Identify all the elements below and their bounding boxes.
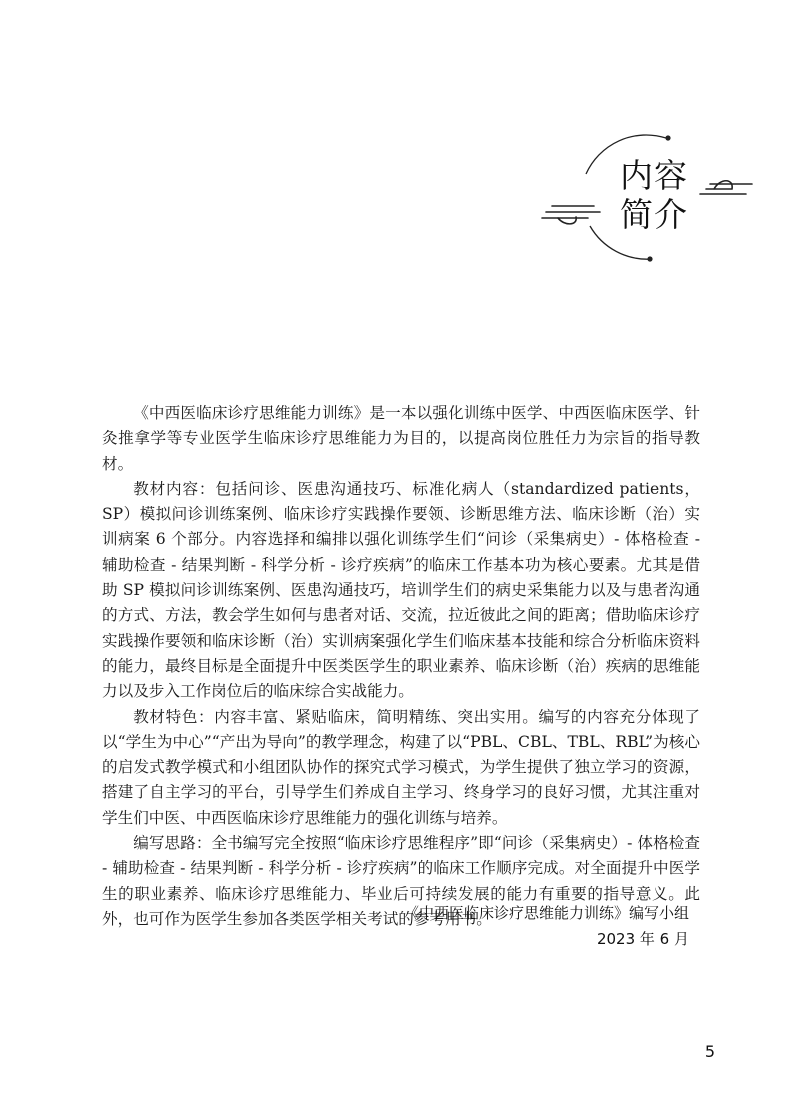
- heading-line-1: 内容: [620, 156, 688, 195]
- right-cloud-wisp: [700, 181, 752, 194]
- left-cloud-wisp: [542, 206, 600, 224]
- signature-org: 《中西医临床诊疗思维能力训练》编写小组: [403, 904, 689, 922]
- paragraph-intro: 《中西医临床诊疗思维能力训练》是一本以强化训练中医学、中西医临床医学、针灸推拿学等专业医学生临床诊疗思维能力为目的，以提高岗位胜任力为宗旨的指导教材。: [102, 404, 700, 473]
- page-number: 5: [704, 1042, 715, 1061]
- paragraph-approach: 编写思路：全书编写完全按照“临床诊疗思维程序”即“问诊（采集病史）- 体格检查 - 辅助检查 - 结果判断 - 科学分析 - 诊疗疾病”的临床工作顺序完成。对全面提升中医学生的职业素养、临床诊疗思维能力、毕业后可持续发展的能力有重要的指导意义。此外，也可作为医学生参加各类医学相关考试的参考用书。: [102, 834, 700, 928]
- paragraph-features: 教材特色：内容丰富、紧贴临床，简明精练、突出实用。编写的内容充分体现了以“学生为中心”“产出为导向”的教学理念，构建了以“PBL、CBL、TBL、RBL”为核心的启发式教学模式和小组团队协作的探究式学习模式，为学生提供了独立学习的资源，搭建了自主学习的平台，引导学生们养成自主学习、终身学习的良好习惯，尤其注重对学生们中医、中西医临床诊疗思维能力的强化训练与培养。: [102, 707, 700, 827]
- heading-line-2: 简介: [620, 195, 688, 234]
- section-heading-emblem: [538, 118, 768, 268]
- arc-end-dot: [647, 256, 652, 261]
- introduction-body: [102, 401, 700, 932]
- signature-date: 2023 年 6 月: [596, 930, 689, 948]
- paragraph-content: 教材内容：包括问诊、医患沟通技巧、标准化病人（standardized patients，SP）模拟问诊训练案例、临床诊疗实践操作要领、诊断思维方法、临床诊断（治）实训病案 6 个部分。内容选择和编排以强化训练学生们“问诊（采集病史）- 体格检查 - 辅助检查 - 结果判断 - 科学分析 - 诊疗疾病”的临床工作基本功为核心要素。尤其是借助 SP 模拟问诊训练案例、医患沟通技巧，培训学生们的病史采集能力以及与患者沟通的方式、方法，教会学生如何与患者对话、交流，拉近彼此之间的距离；借助临床诊疗实践操作要领和临床诊断（治）实训病案强化学生们临床基本技能和综合分析临床资料的能力，最终目标是全面提升中医类医学生的职业素养、临床诊断（治）疾病的思维能力以及步入工作岗位后的临床综合实战能力。: [102, 479, 700, 701]
- arc-end-dot: [665, 135, 670, 140]
